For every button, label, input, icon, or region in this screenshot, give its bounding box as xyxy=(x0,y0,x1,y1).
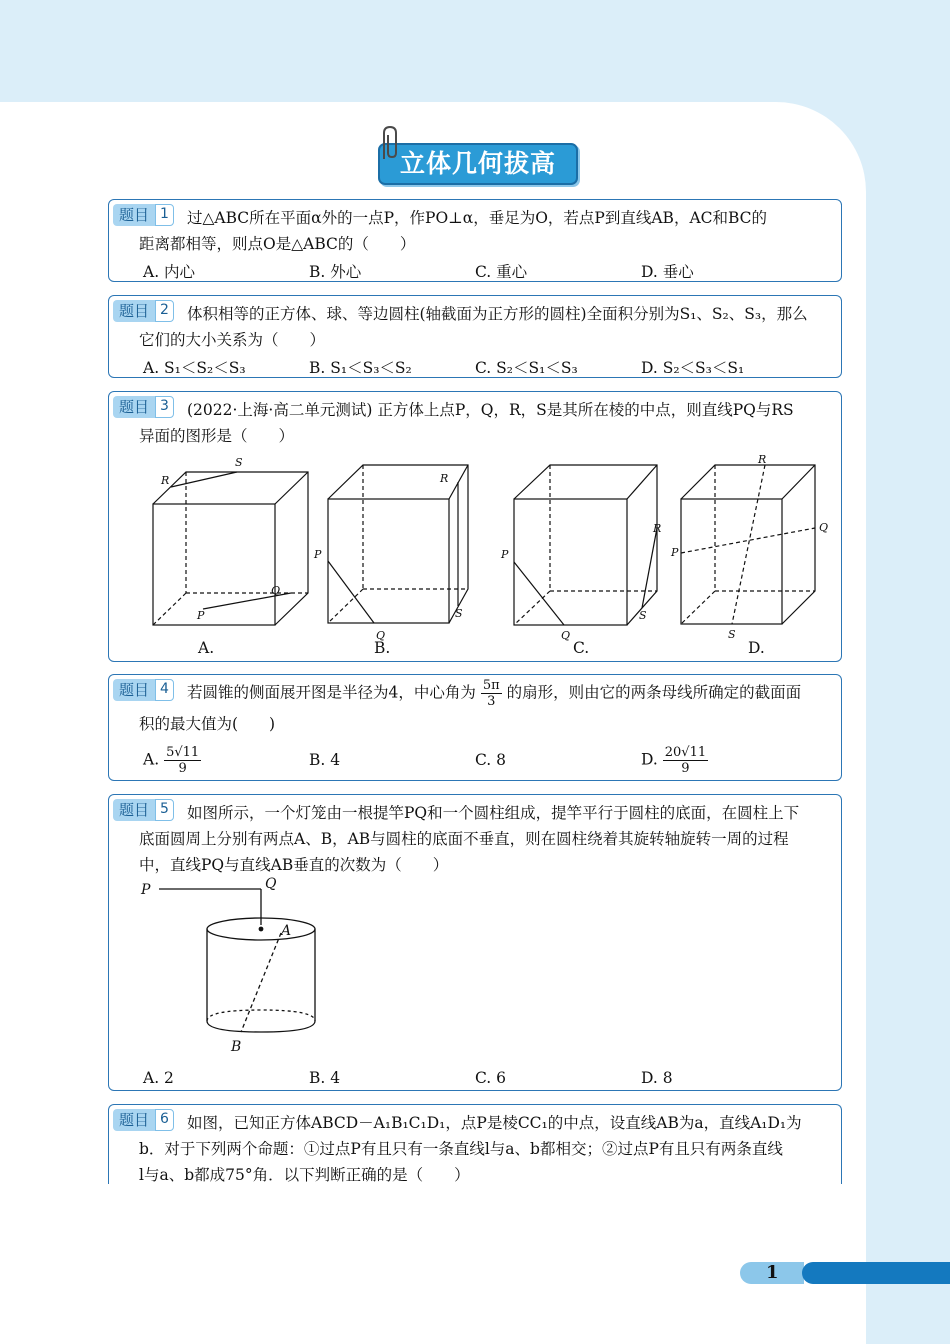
question-line: (2022·上海·高二单元测试) 正方体上点P，Q，R，S是其所在棱的中点，则直线PQ与RS xyxy=(187,401,794,419)
label-q-b: Q xyxy=(376,629,386,642)
fraction xyxy=(481,678,502,709)
label-s-c: S xyxy=(639,609,647,622)
question-text xyxy=(187,678,831,709)
option-b[interactable]: B. 外心 xyxy=(309,263,362,281)
question-text xyxy=(187,205,831,231)
tag-number: 5 xyxy=(155,799,174,821)
option-a[interactable]: A. 2 xyxy=(143,1069,174,1087)
option-d[interactable]: D. xyxy=(748,639,765,657)
tag-label: 题目 xyxy=(113,204,155,226)
tag-label: 题目 xyxy=(113,396,155,418)
page-number-bar xyxy=(802,1262,950,1284)
question-tag xyxy=(113,799,174,821)
option-d[interactable]: D. S₂＜S₃＜S₁ xyxy=(641,359,745,377)
cube-figures xyxy=(109,454,843,654)
question-tag xyxy=(113,300,174,322)
cube-a xyxy=(153,472,308,625)
label-s-d: S xyxy=(728,628,736,641)
question-line: 异面的图形是（ ） xyxy=(139,427,295,445)
cube-d xyxy=(681,465,815,624)
question-text xyxy=(187,800,831,826)
label-r-a: R xyxy=(161,474,170,487)
question-4 xyxy=(108,674,842,781)
question-2 xyxy=(108,295,842,378)
fraction-denominator: 9 xyxy=(178,761,187,776)
tag-number: 6 xyxy=(155,1109,174,1131)
label-p-c: P xyxy=(501,548,509,561)
fraction-denominator: 9 xyxy=(681,761,690,776)
label-r-c: R xyxy=(653,522,662,535)
label-q-d: Q xyxy=(819,521,829,534)
question-tag xyxy=(113,396,174,418)
option-b[interactable]: B. xyxy=(374,639,391,657)
side-band xyxy=(864,0,950,1344)
question-line: 的扇形，则由它的两条母线所确定的截面面 xyxy=(506,683,802,702)
header-band xyxy=(0,0,950,102)
label-b: B xyxy=(231,1039,242,1055)
question-text-cont xyxy=(139,423,831,449)
fraction-numerator: 5π xyxy=(482,678,500,693)
label-r-d: R xyxy=(758,454,767,466)
question-6 xyxy=(108,1104,842,1184)
tag-number: 2 xyxy=(155,300,174,322)
fraction-numerator: 5√11 xyxy=(166,745,200,760)
tag-label: 题目 xyxy=(113,799,155,821)
question-line: 积的最大值为( ) xyxy=(139,715,276,733)
option-a[interactable]: A. 内心 xyxy=(143,263,196,281)
cube-b xyxy=(328,465,468,623)
tag-label: 题目 xyxy=(113,1109,155,1131)
paperclip-icon xyxy=(374,125,404,161)
option-a[interactable]: A. xyxy=(198,639,215,657)
label-p: P xyxy=(141,882,151,898)
cube-c xyxy=(514,465,657,625)
option-a[interactable]: A. S₁＜S₂＜S₃ xyxy=(143,359,246,377)
label-s-b: S xyxy=(455,607,463,620)
question-line: l与a、b都成75°角．以下判断正确的是（ ） xyxy=(139,1166,470,1184)
fraction xyxy=(663,745,708,776)
label-p-b: P xyxy=(314,548,322,561)
question-line: 距离都相等，则点O是△ABC的（ ） xyxy=(139,235,416,253)
label-p-a: P xyxy=(197,609,205,622)
tag-label: 题目 xyxy=(113,679,155,701)
option-c[interactable]: C. xyxy=(573,639,590,657)
question-tag xyxy=(113,204,174,226)
page-number-tab xyxy=(740,1262,950,1284)
label-a: A xyxy=(281,923,292,939)
option-prefix: D. xyxy=(641,750,658,769)
question-5 xyxy=(108,794,842,1091)
title-banner xyxy=(378,143,576,183)
label-q: Q xyxy=(265,877,277,892)
fraction-numerator: 20√11 xyxy=(664,745,707,760)
question-text-cont xyxy=(139,711,831,737)
label-q-c: Q xyxy=(561,629,571,642)
option-c[interactable]: C. S₂＜S₁＜S₃ xyxy=(475,359,578,377)
question-text-cont xyxy=(139,327,831,353)
question-text-cont xyxy=(139,1136,831,1188)
option-a[interactable] xyxy=(143,745,201,776)
option-prefix: A. xyxy=(143,750,160,769)
question-3 xyxy=(108,391,842,662)
option-b[interactable]: B. S₁＜S₃＜S₂ xyxy=(309,359,412,377)
question-line: 若圆锥的侧面展开图是半径为4，中心角为 xyxy=(187,683,476,702)
question-line: 体积相等的正方体、球、等边圆柱(轴截面为正方形的圆柱)全面积分别为S₁、S₂、S₃，那么 xyxy=(187,305,808,323)
question-text-cont xyxy=(139,826,831,878)
option-d[interactable]: D. 8 xyxy=(641,1069,673,1087)
tag-number: 3 xyxy=(155,396,174,418)
question-line: 如图，已知正方体ABCD－A₁B₁C₁D₁，点P是棱CC₁的中点，设直线AB为a，直线A₁D₁为 xyxy=(187,1114,802,1132)
label-s-a: S xyxy=(235,456,243,469)
question-text xyxy=(187,1110,831,1136)
tag-label: 题目 xyxy=(113,300,155,322)
question-text xyxy=(187,301,831,327)
question-tag xyxy=(113,1109,174,1131)
question-line: 如图所示，一个灯笼由一根提竿PQ和一个圆柱组成，提竿平行于圆柱的底面，在圆柱上下 xyxy=(187,804,800,822)
question-text xyxy=(187,397,831,423)
lantern-figure xyxy=(137,877,377,1057)
option-c[interactable]: C. 6 xyxy=(475,1069,507,1087)
option-c[interactable]: C. 重心 xyxy=(475,263,528,281)
question-text-cont xyxy=(139,231,831,257)
tag-number: 4 xyxy=(155,679,174,701)
option-c[interactable]: C. 8 xyxy=(475,751,507,769)
fraction-denominator: 3 xyxy=(487,694,496,709)
tag-number: 1 xyxy=(155,204,174,226)
question-line: 中，直线PQ与直线AB垂直的次数为（ ） xyxy=(139,856,449,874)
option-b[interactable]: B. 4 xyxy=(309,1069,341,1087)
label-q-a: Q xyxy=(271,584,281,597)
page-title: 立体几何拔高 xyxy=(378,143,578,185)
question-line: 底面圆周上分别有两点A、B，AB与圆柱的底面不垂直，则在圆柱绕着其旋转轴旋转一周的过程 xyxy=(139,830,789,848)
question-line: 它们的大小关系为（ ） xyxy=(139,331,326,349)
option-d[interactable]: D. 垂心 xyxy=(641,263,694,281)
page-number: 1 xyxy=(766,1262,779,1283)
label-p-d: P xyxy=(671,546,679,559)
question-line: 过△ABC所在平面α外的一点P，作PO⊥α，垂足为O，若点P到直线AB，AC和BC的 xyxy=(187,209,768,227)
option-b[interactable]: B. 4 xyxy=(309,751,341,769)
question-line: b．对于下列两个命题：①过点P有且只有一条直线l与a、b都相交；②过点P有且只有两条直线 xyxy=(139,1140,783,1158)
question-1 xyxy=(108,199,842,282)
question-tag xyxy=(113,679,174,701)
label-r-b: R xyxy=(440,472,449,485)
fraction xyxy=(164,745,201,776)
option-d[interactable] xyxy=(641,745,708,776)
